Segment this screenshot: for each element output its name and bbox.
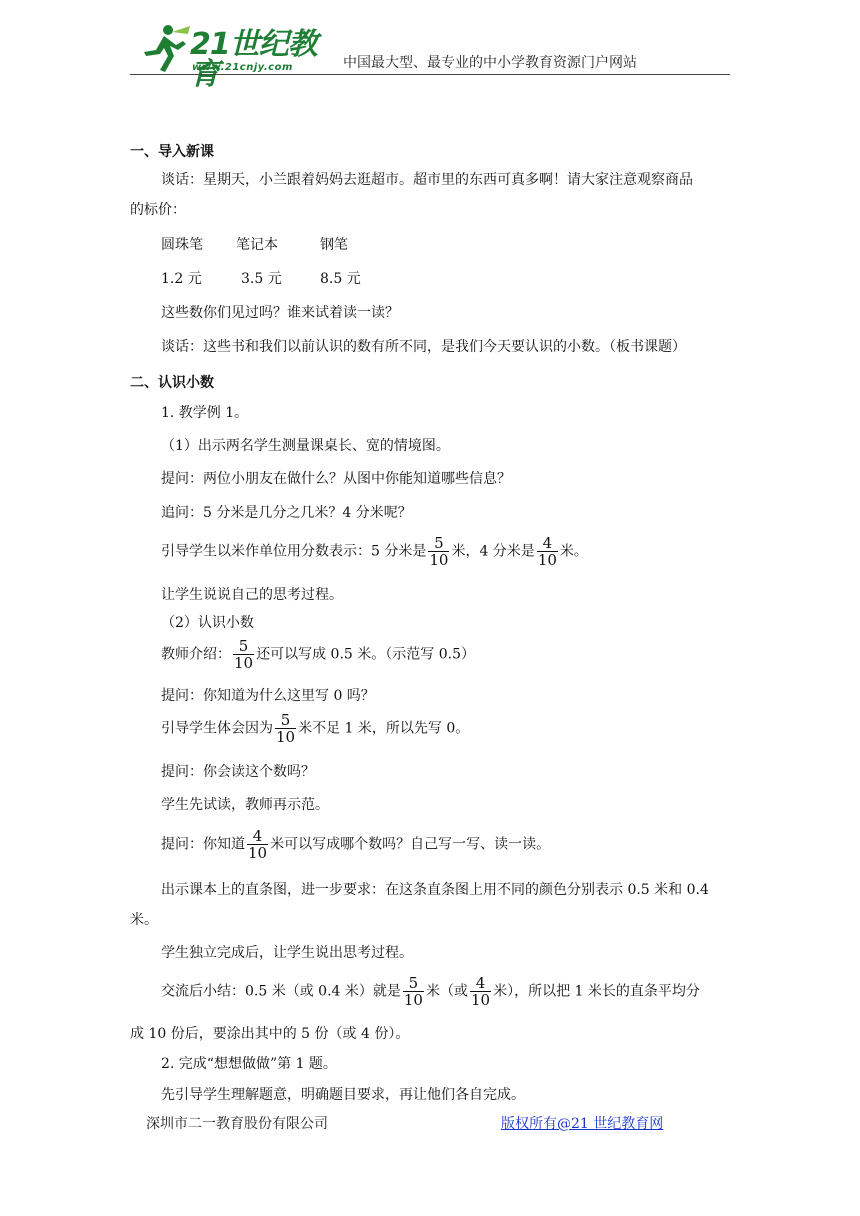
paragraph-follow-up: 追问：5 分米是几分之几米？4 分米呢？ [161,505,412,521]
fraction-five-tenths [275,712,296,745]
fraction-numerator: 4 [542,534,553,552]
text-segment: 米。 [559,543,588,560]
fraction-denominator: 10 [234,654,254,672]
header-divider [130,74,730,75]
paragraph-show-scene: （1）出示两名学生测量课桌长、宽的情境图。 [161,438,450,454]
fraction-denominator: 10 [470,991,491,1009]
paragraph-question: 这些数你们见过吗？谁来试着读一读？ [161,305,399,321]
text-segment: 米，4 分米是 [451,543,535,560]
paragraph-ask-four-tenths [161,828,550,861]
fraction-denominator: 10 [537,551,557,569]
paragraph-independent-work: 学生独立完成后，让学生说出思考过程。 [161,945,413,961]
site-logo [138,22,338,92]
text-segment: 还可以写成 0.5 米。（示范写 0.5） [256,646,475,663]
section-heading-intro: 一、导入新课 [130,144,214,160]
paragraph-summary-cont: 成 10 份后，要涂出其中的 5 份（或 4 份）。 [130,1026,410,1042]
text-segment: 提问：你知道 [161,836,245,853]
text-segment: 引导学生体会因为 [161,720,273,737]
paragraph-ask-read: 提问：你会读这个数吗？ [161,764,315,780]
fraction-five-tenths [403,975,424,1008]
paragraph-exercise: 2. 完成“想想做做”第 1 题。 [161,1056,337,1072]
paragraph-dialogue-1-cont: 的标价： [130,202,186,218]
price-ballpoint-pen: 1.2 元 [161,271,202,287]
item-fountain-pen: 钢笔 [320,237,348,253]
paragraph-fraction-guide [161,535,588,568]
item-ballpoint-pen: 圆珠笔 [161,237,203,253]
fraction-five-tenths [233,638,254,671]
paragraph-example-1: 1. 教学例 1。 [161,405,249,421]
logo-brand-text: 21世纪教育 [190,27,317,92]
fraction-numerator: 5 [434,534,444,552]
text-segment: 米），所以把 1 米长的直条平均分 [493,983,700,1000]
running-figure-logo-icon [138,22,194,74]
paragraph-bar-chart-task-cont: 米。 [130,912,158,928]
paragraph-ask-zero: 提问：你知道为什么这里写 0 吗？ [161,688,375,704]
paragraph-guide-zero [161,712,469,745]
fraction-numerator: 4 [475,974,486,992]
footer-company: 深圳市二一教育股份有限公司 [146,1116,328,1132]
price-fountain-pen: 8.5 元 [320,271,361,287]
text-segment: 米不足 1 米，所以先写 0。 [298,720,470,737]
fraction-denominator: 10 [248,844,268,862]
item-notebook: 笔记本 [236,237,278,253]
paragraph-teacher-intro [161,638,475,671]
fraction-numerator: 5 [238,637,249,655]
paragraph-dialogue-2: 谈话：这些书和我们以前认识的数有所不同，是我们今天要认识的小数。（板书课题） [161,339,686,355]
fraction-five-tenths [428,535,449,568]
paragraph-try-read: 学生先试读，教师再示范。 [161,797,329,813]
paragraph-bar-chart-task: 出示课本上的直条图，进一步要求：在这条直条图上用不同的颜色分别表示 0.5 米和 0.4 [161,882,709,898]
section-heading-decimals: 二、认识小数 [130,375,214,391]
paragraph-guide-complete: 先引导学生理解题意，明确题目要求，再让他们各自完成。 [161,1087,525,1103]
header-tagline: 中国最大型、最专业的中小学教育资源门户网站 [343,55,637,71]
text-segment: 引导学生以米作单位用分数表示：5 分米是 [161,543,427,560]
fraction-numerator: 5 [280,711,291,729]
paragraph-summary [161,975,700,1008]
paragraph-ask-1: 提问：两位小朋友在做什么？从图中你能知道哪些信息？ [161,471,511,487]
logo-url-text: www.21cnjy.com [192,62,293,73]
fraction-four-tenths [537,535,558,568]
fraction-denominator: 10 [276,728,296,746]
fraction-four-tenths [470,975,491,1008]
fraction-denominator: 10 [429,551,449,569]
fraction-numerator: 5 [408,974,419,992]
price-notebook: 3.5 元 [241,271,282,287]
paragraph-know-decimals: （2）认识小数 [161,615,254,631]
text-segment: 米可以写成哪个数吗？自己写一写、读一读。 [270,836,551,853]
footer-copyright-link[interactable]: 版权所有@21 世纪教育网 [501,1116,664,1132]
text-segment: 交流后小结：0.5 米（或 0.4 米）就是 [161,983,401,1000]
fraction-four-tenths [247,828,268,861]
paragraph-dialogue-1: 谈话：星期天，小兰跟着妈妈去逛超市。超市里的东西可真多啊！请大家注意观察商品 [161,172,693,188]
fraction-numerator: 4 [252,827,263,845]
text-segment: 教师介绍： [161,646,231,663]
fraction-denominator: 10 [403,991,423,1009]
paragraph-thinking-process: 让学生说说自己的思考过程。 [161,587,343,603]
text-segment: 米（或 [425,983,468,1000]
